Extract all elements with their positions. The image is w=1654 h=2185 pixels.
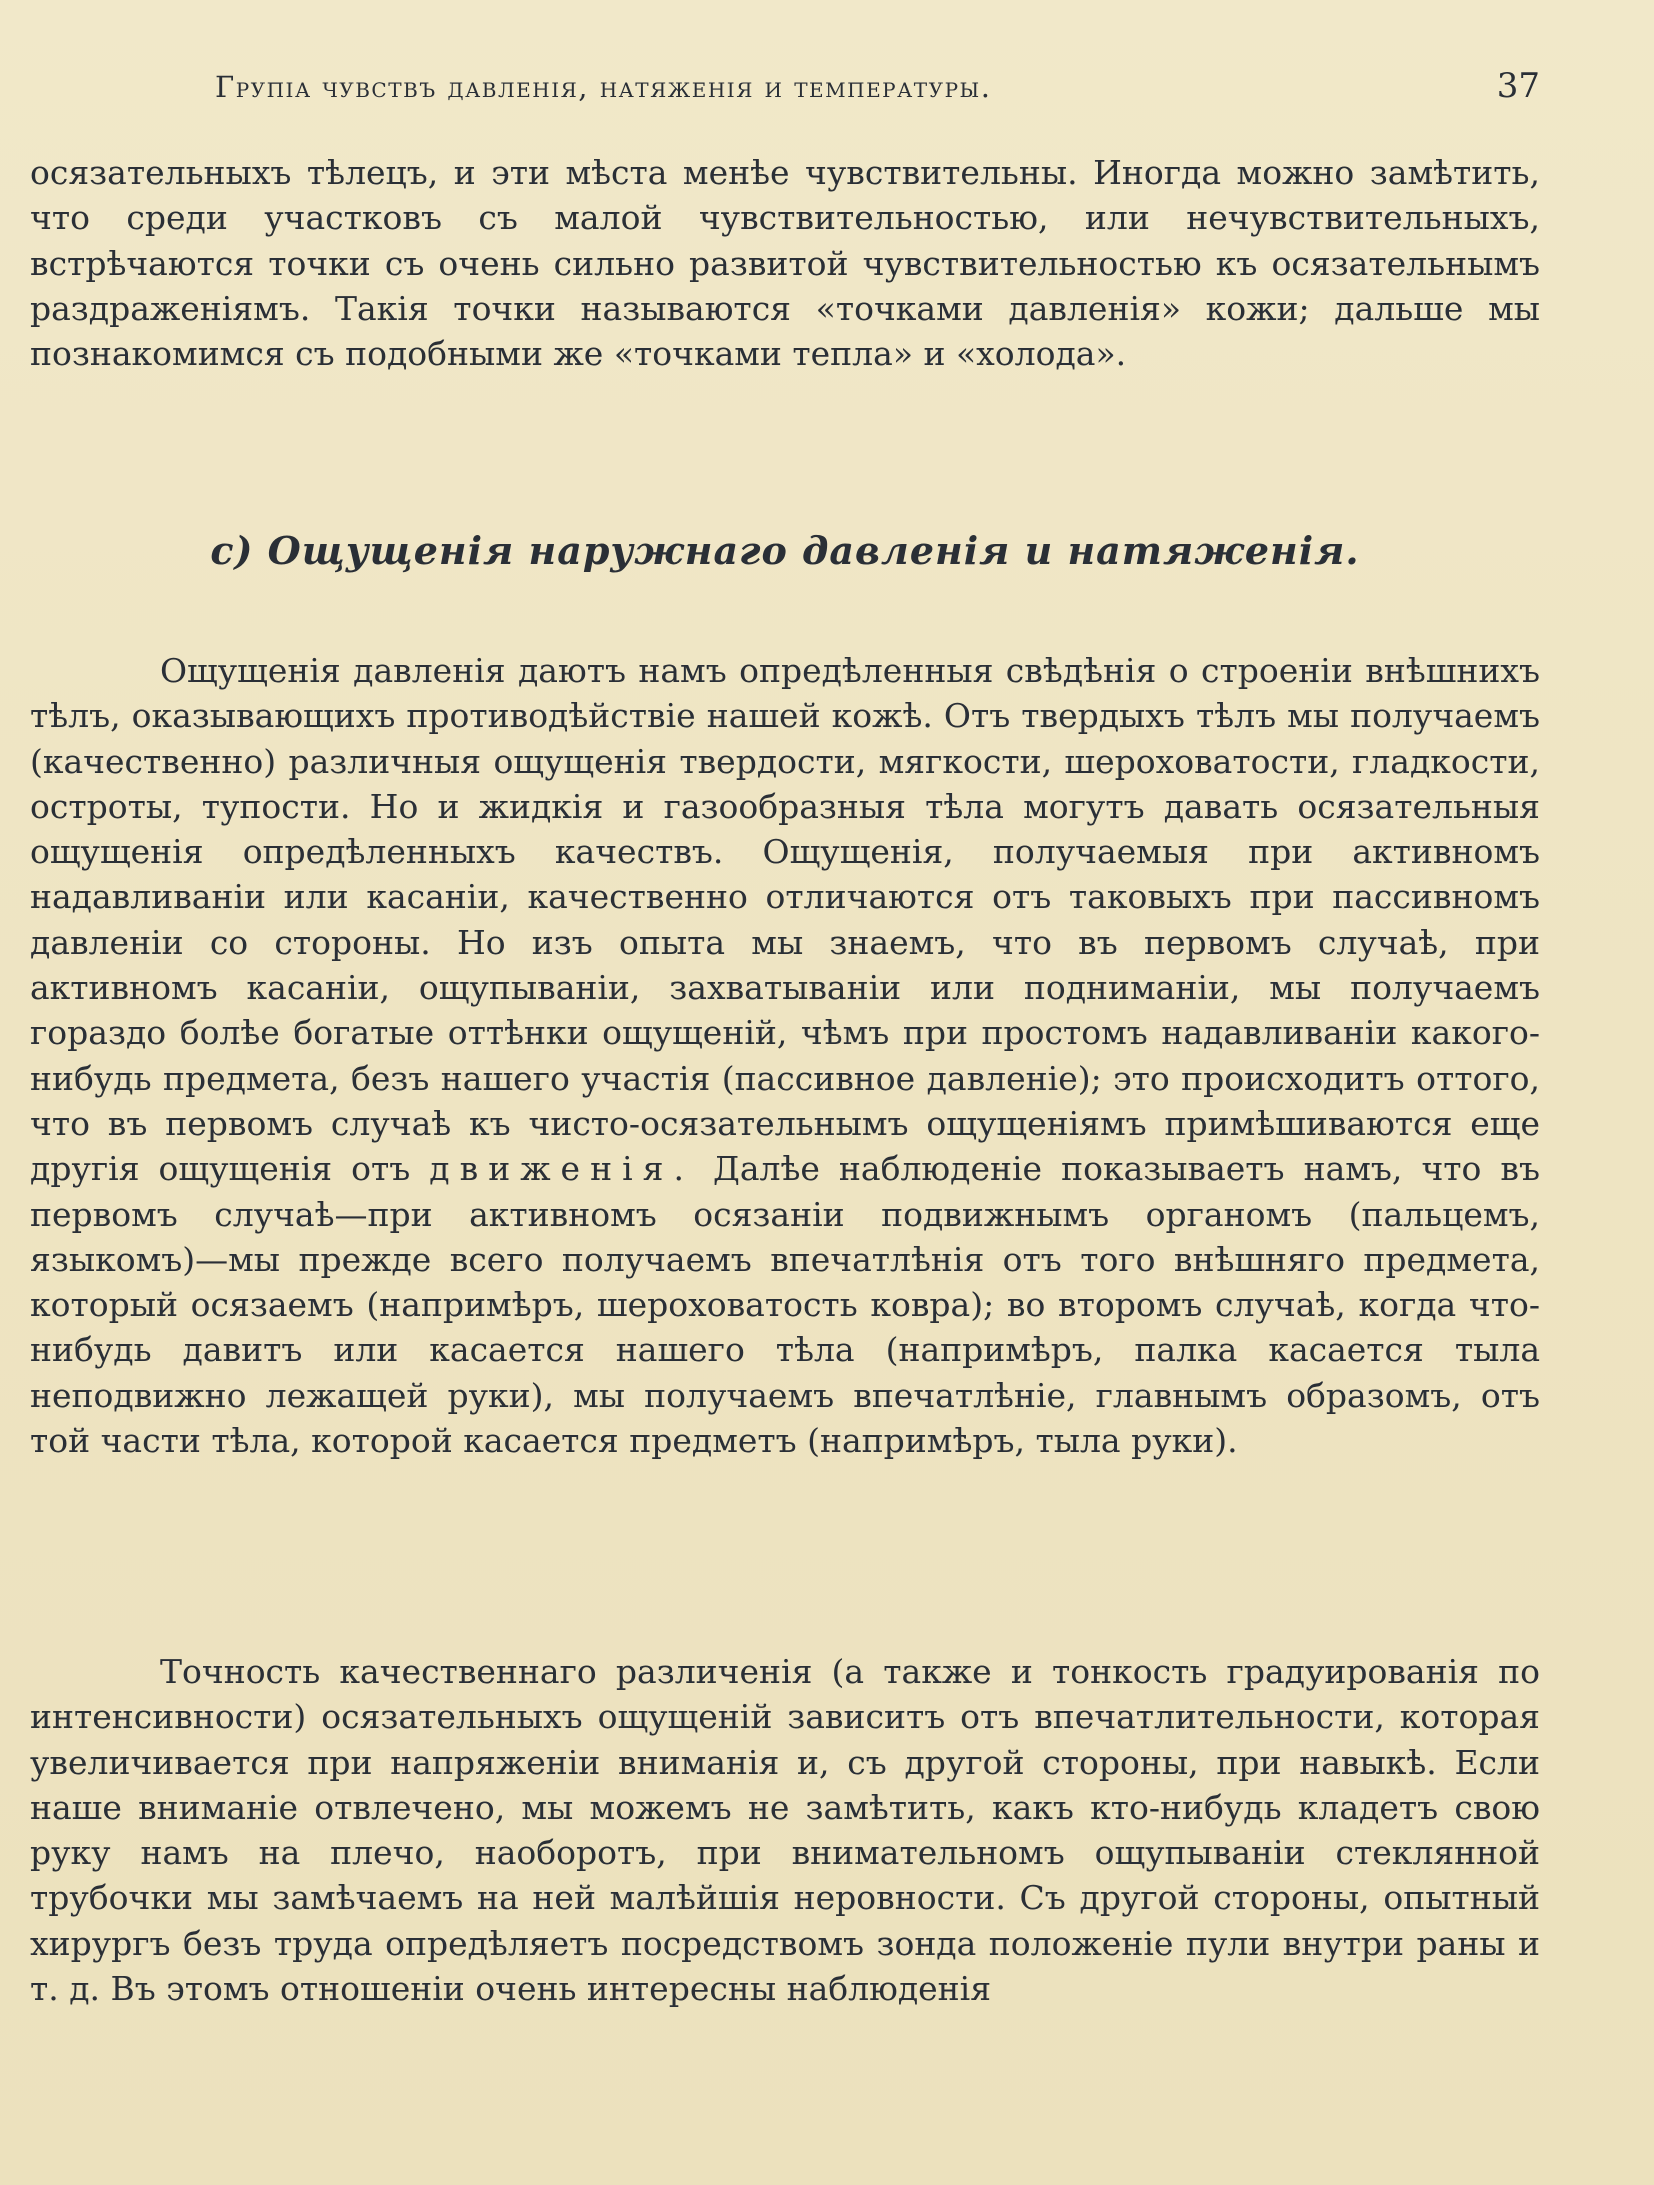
paragraph-1: осязательныхъ тѣлецъ, и эти мѣста менѣе чувствительны. Иногда можно замѣтить, что среди участковъ съ малой чувствительностью, или нечувствительныхъ, встрѣчаются точки съ очень сильно развитой чувствительностью къ осязательнымъ раздраженiямъ. Такiя точки называются «точками давленiя» кожи; дальше мы познакомимся съ подобными же «точками тепла» и «холода».: [30, 153, 1540, 374]
section-title: c) Ощущенiя наружнаго давленiя и натяженiя.: [210, 528, 1360, 573]
paragraph-2-emphasis: движенiя.: [429, 1149, 694, 1189]
page-header: [215, 66, 1540, 110]
running-head: Групiа чувствъ давленiя, натяженiя и температуры.: [215, 70, 992, 104]
paragraph-2-text-before: Ощущенiя давленiя даютъ намъ опредѣленныя свѣдѣнiя о строенiи внѣшнихъ тѣлъ, оказывающихъ противодѣйствiе нашей кожѣ. Отъ твердыхъ тѣлъ мы получаемъ (качественно) различныя ощущенiя твердости, мягкости, шероховатости, гладкости, остроты, тупости. Но и жидкiя и газообразныя тѣла могутъ давать осязательныя ощущенiя опредѣленныхъ качествъ. Ощущенiя, получаемыя при активномъ надавливанiи или касанiи, качественно отличаются отъ таковыхъ при пассивномъ давленiи со стороны. Но изъ опыта мы знаемъ, что въ первомъ случаѣ, при активномъ касанiи, ощупыванiи, захватыванiи или подниманiи, мы получаемъ гораздо болѣе богатые оттѣнки ощущенiй, чѣмъ при простомъ надавливанiи какого-нибудь предмета, безъ нашего участiя (пассивное давленiе); это происходитъ оттого, что въ первомъ случаѣ къ чисто-осязательнымъ ощущенiямъ примѣшиваются еще другiя ощущенiя отъ: [30, 651, 1540, 1189]
paragraph-2: [30, 648, 1540, 1463]
paragraph-3: Точность качественнаго различенiя (а также и тонкость градуированiя по интенсивности) осязательныхъ ощущенiй зависитъ отъ впечатлительности, которая увеличивается при напряженiи вниманiя и, съ другой стороны, при навыкѣ. Если наше вниманiе отвлечено, мы можемъ не замѣтить, какъ кто-нибудь кладетъ свою руку намъ на плечо, наоборотъ, при внимательномъ ощупыванiи стеклянной трубочки мы замѣчаемъ на ней малѣйшiя неровности. Съ другой стороны, опытный хирургъ безъ труда опредѣляетъ посредствомъ зонда положенiе пули внутри раны и т. д. Въ этомъ отношенiи очень интересны наблюденiя: [30, 1652, 1540, 2009]
page-number: 37: [1496, 66, 1540, 106]
paragraph-2-text-after: Далѣе наблюденiе показываетъ намъ, что въ первомъ случаѣ—при активномъ осязанiи подвижнымъ органомъ (пальцемъ, языкомъ)—мы прежде всего получаемъ впечатлѣнiя отъ того внѣшняго предмета, который осязаемъ (напримѣръ, шероховатость ковра); во второмъ случаѣ, когда что-нибудь давитъ или касается нашего тѣла (напримѣръ, палка касается тыла неподвижно лежащей руки), мы получаемъ впечатлѣнiе, главнымъ образомъ, отъ той части тѣла, которой касается предметъ (напримѣръ, тыла руки).: [30, 1149, 1540, 1461]
